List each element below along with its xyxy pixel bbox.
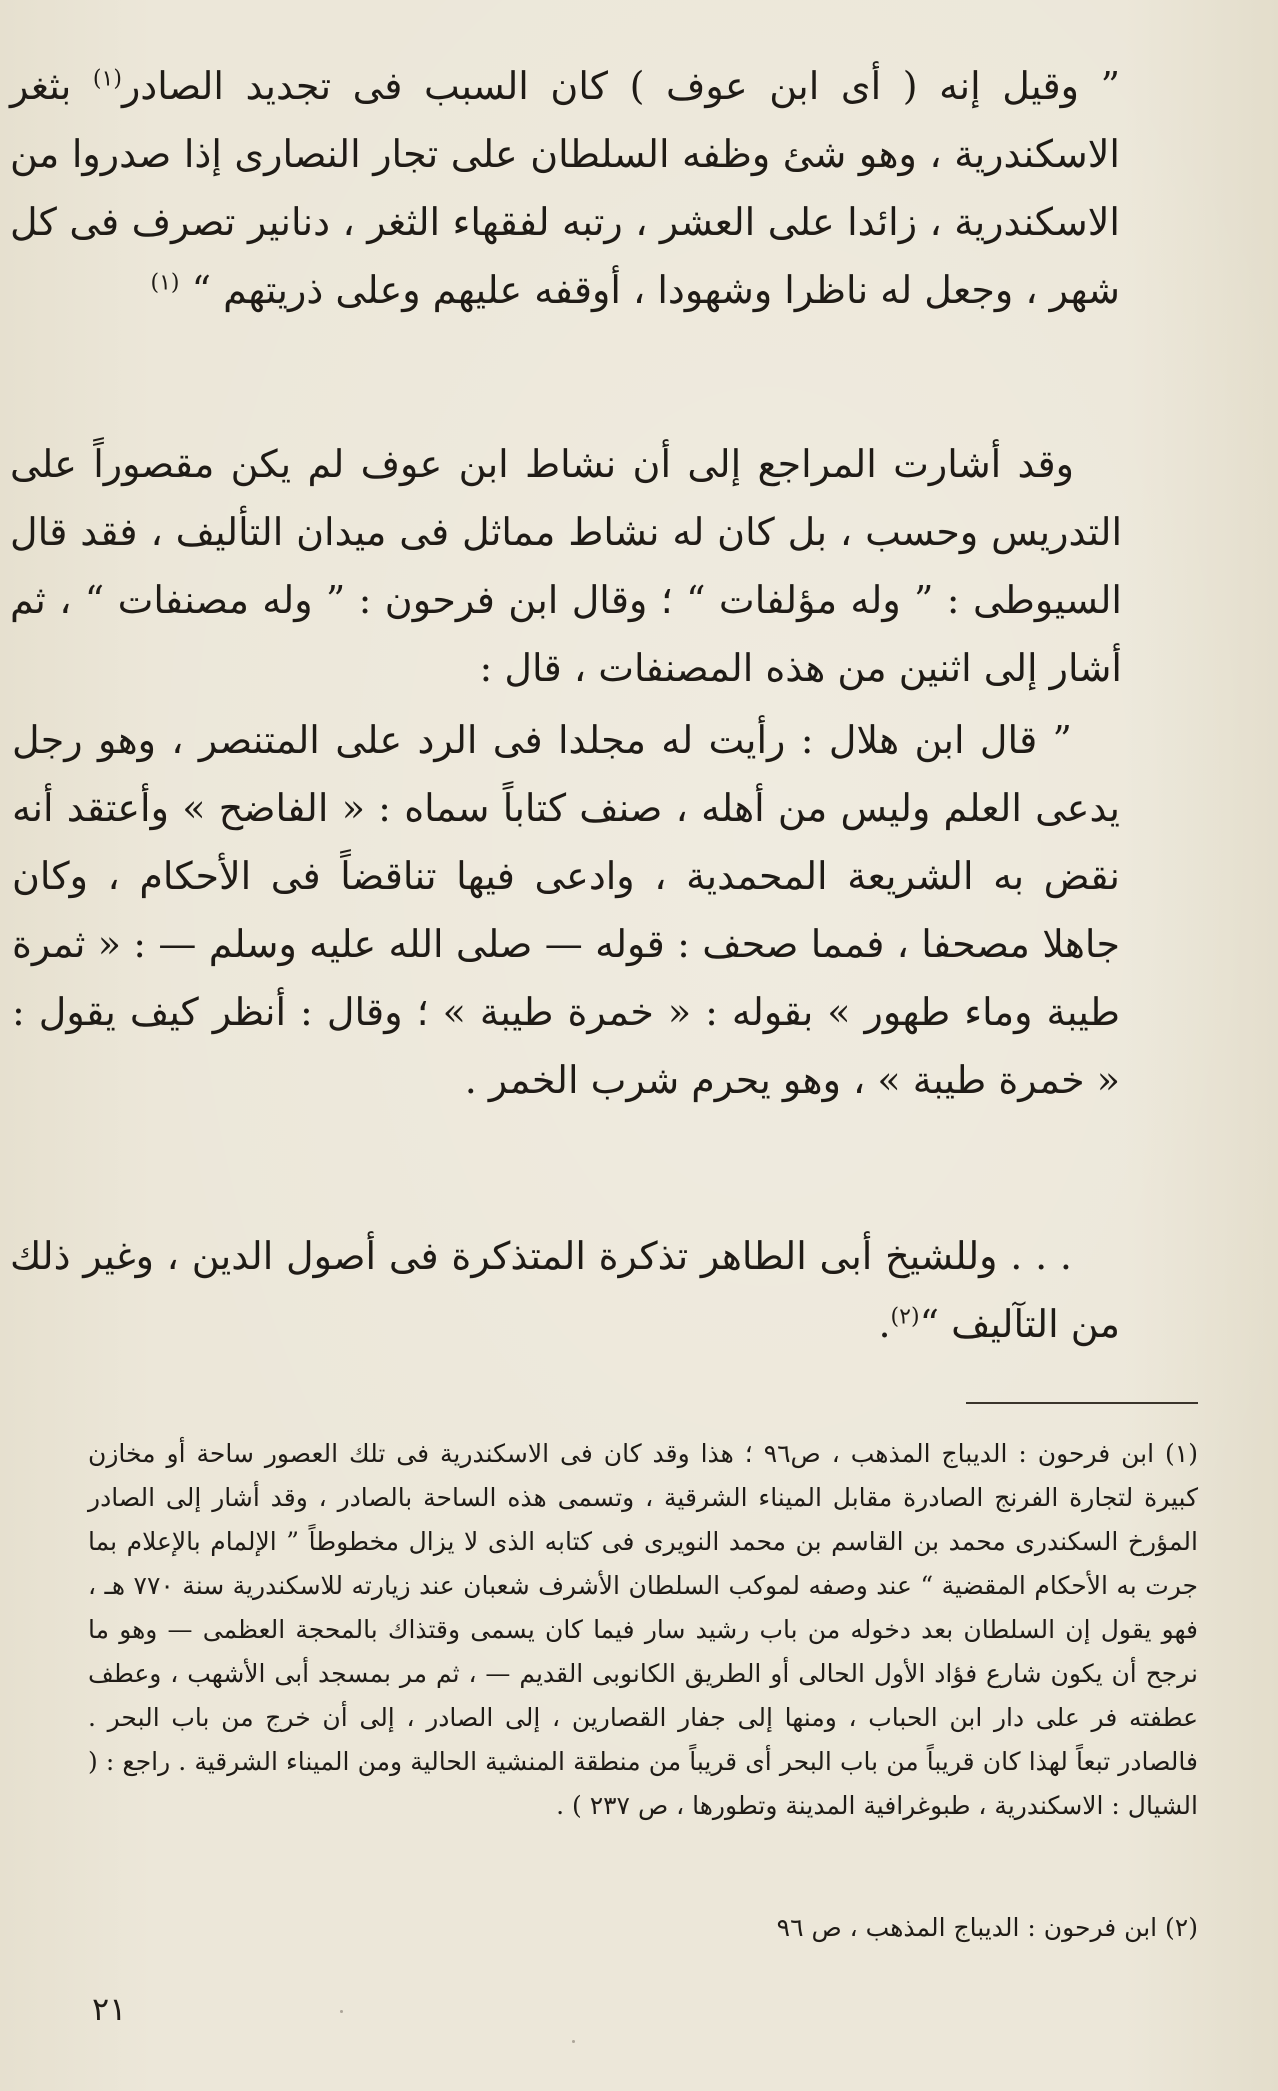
quote1-body: بثغر الاسكندرية ، وهو شئ وظفه السلطان على تجار النصارى إذا صدروا من الاسكندرية ، زائدا على العشر ، رتبه لفقهاء الثغر ، دنانير تصرف فى كل شهر ، وجعل له ناظرا وشهودا ، أوقفه عليهم وعلى ذريتهم “ (10, 64, 1120, 312)
quote-paragraph-1 (10, 52, 1120, 324)
footnote-ref-1b: (١) (150, 270, 180, 296)
paper-speck (340, 2010, 343, 2013)
quote1-opening: ” وقيل إنه ( أى ابن عوف ) كان السبب فى تجديد الصادر (121, 64, 1121, 108)
quote-paragraph-2: ” قال ابن هلال : رأيت له مجلدا فى الرد على المتنصر ، وهو رجل يدعى العلم وليس من أهله ، صنف كتاباً سماه : « الفاضح » وأعتقد أنه نقض به الشريعة المحمدية ، وادعى فيها تناقضاً فى الأحكام ، وكان جاهلا مصحفا ، فمما صحف : قوله — صلى الله عليه وسلم — : « ثمرة طيبة وماء طهور » بقوله : « خمرة طيبة » ؛ وقال : أنظر كيف يقول : « خمرة طيبة » ، وهو يحرم شرب الخمر . (12, 718, 1120, 1102)
paragraph3-body: . . . وللشيخ أبى الطاهر تذكرة المتذكرة فى أصول الدين ، وغير ذلك من التآليف “ (10, 1234, 1120, 1346)
footnote-ref-2: (٢) (890, 1304, 920, 1330)
footnote-1: (١) ابن فرحون : الديباج المذهب ، ص٩٦ ؛ هذا وقد كان فى الاسكندرية فى تلك العصور ساحة أو مخازن كبيرة لتجارة الفرنج الصادرة مقابل الميناء الشرقية ، وتسمى هذه الساحة بالصادر ، وقد أشار إلى الصادر المؤرخ السكندرى محمد بن القاسم بن محمد النويرى فى كتابه الذى لا يزال مخطوطاً ” الإلمام بالإعلام بما جرت به الأحكام المقضية “ عند وصفه لموكب السلطان الأشرف شعبان عند زيارته للاسكندرية سنة ٧٧٠ هـ ، فهو يقول إن السلطان بعد دخوله من باب رشيد سار فيما كان يسمى وقتذاك بالمحجة العظمى — وهو ما نرجح أن يكون شارع فؤاد الأول الحالى أو الطريق الكانوبى القديم — ، ثم مر بمسجد أبى الأشهب ، وعطف عطفته فر على دار ابن الحباب ، ومنها إلى جفار القصارين ، إلى الصادر ، إلى أن خرج من باب البحر . فالصادر تبعاً لهذا كان قريباً من باب البحر أى قريباً من منطقة المنشية الحالية ومن الميناء الشرقية . راجع : ( الشيال : الاسكندرية ، طبوغرافية المدينة وتطورها ، ص ٢٣٧ ) . (88, 1439, 1198, 1820)
paragraph3-end: . (878, 1302, 891, 1346)
paragraph-3 (10, 1222, 1120, 1358)
paragraph-2: وقد أشارت المراجع إلى أن نشاط ابن عوف لم يكن مقصوراً على التدريس وحسب ، بل كان له نشاط مماثل فى ميدان التأليف ، فقد قال السيوطى : ” وله مؤلفات “ ؛ وقال ابن فرحون : ” وله مصنفات “ ، ثم أشار إلى اثنين من هذه المصنفات ، قال : (10, 442, 1122, 690)
footnote-ref-1: (١) (92, 66, 122, 92)
page-number: ٢١ (92, 1990, 127, 2028)
paper-speck (572, 2040, 575, 2043)
footnote-2: (٢) ابن فرحون : الديباج المذهب ، ص ٩٦ (776, 1913, 1198, 1942)
footnote-separator (966, 1402, 1198, 1404)
